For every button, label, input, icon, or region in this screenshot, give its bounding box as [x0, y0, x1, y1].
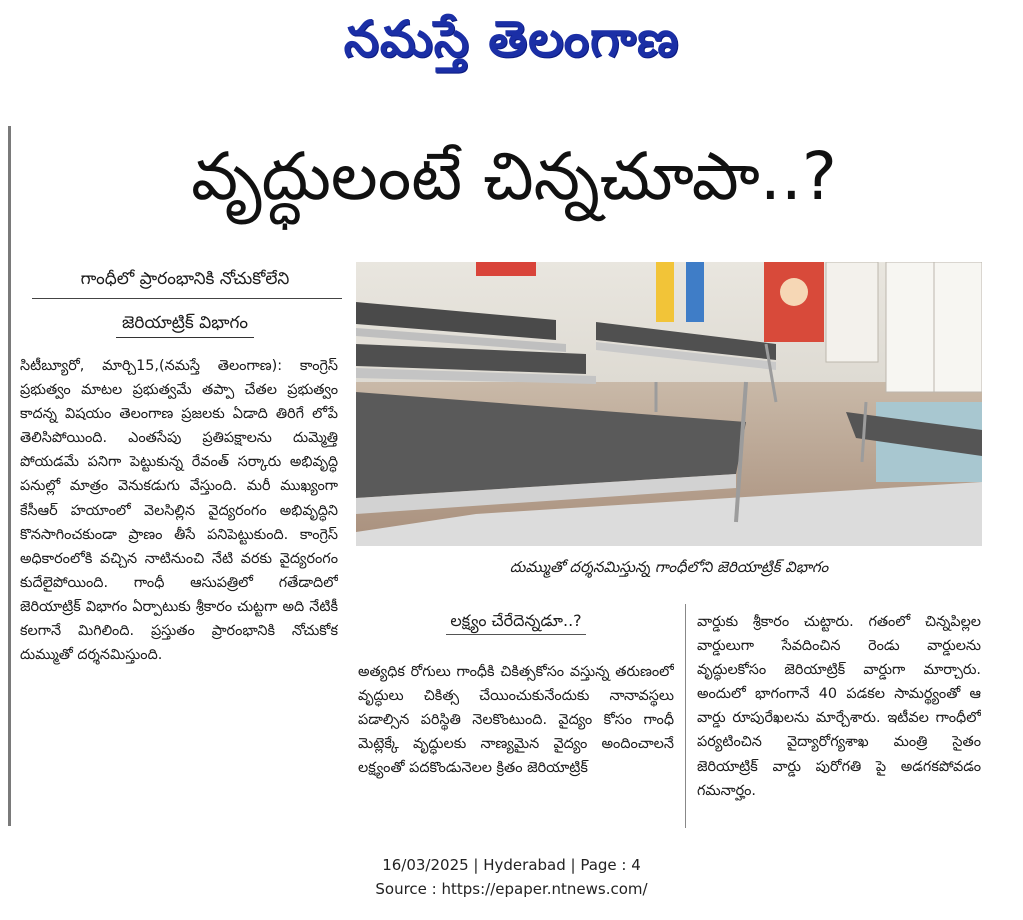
subheading-text: లక్ష్యం చేరేదెన్నడూ..? [446, 611, 585, 635]
column-1-text: సిటీబ్యూరో, మార్చి15,(నమస్తే తెలంగాణ): కాంగ్రెస్ ప్రభుత్వం మాటల ప్రభుత్వమే తప్పా చేతల ప్రభుత్వం కాదన్న విషయం తెలంగాణ ప్రజలకు ఏడాది తిరిగే లోపే తెలిసిపోయింది. ఎంతసేపు ప్రతిపక్షాలను దుమ్మెత్తి పోయడమే పనిగా పెట్టుకున్న రేవంత్ సర్కారు అభివృద్ధి పనుల్లో మాత్రం వెనుకడుగు వేస్తుంది. మరీ ముఖ్యంగా కేసీఆర్ హయాంలో వెలసిల్లిన వైద్యరంగం అభివృద్ధిని కొనసాగించకుండా ప్రాణం తీసే పనిపెట్టుకుంది. కాంగ్రెస్ అధికారంలోకి వచ్చిన నాటినుంచి నేటి వరకు వైద్యరంగం కుదేలైపోయింది. గాంధీ ఆసుపత్రిలో గతేడాదిలో జెరియాట్రిక్ విభాగం ఏర్పాటుకు శ్రీకారం చుట్టగా అది నేటికీ కలగానే మిగిలింది. ప్రస్తుతం ప్రారంభానికి నోచుకోక దుమ్ముతో దర్శనమిస్తుంది. [20, 358, 338, 664]
footer-source-link[interactable]: Source : https://epaper.ntnews.com/ [375, 880, 648, 898]
column-2-text: అత్యధిక రోగులు గాంధీకి చికిత్సకోసం వస్తున్న తరుణంలో వృద్ధులు చికిత్స చేయించుకునేందుకు నానావస్థలు పడాల్సిన పరిస్థితి నెలకొంటుంది. వైద్యం కోసం గాంధీ మెట్లెక్కే వృద్ధులకు నాణ్యమైన వైద్యం అందించాలనే లక్ష్యంతో పదకొండునెలల క్రితం జెరియాట్రిక్ [358, 664, 674, 777]
column-divider [685, 604, 686, 828]
kicker-divider [32, 298, 342, 299]
article-column-3 [697, 610, 981, 830]
left-column-rule [8, 126, 11, 826]
article-column-1 [20, 354, 338, 830]
footer-date-edition: 16/03/2025 | Hyderabad | Page : 4 [382, 856, 641, 874]
article-subheading [358, 608, 674, 634]
article-kicker-line-1: గాంధీలో ప్రారంభానికి నోచుకోలేని [80, 269, 290, 289]
photo-caption: దుమ్ముతో దర్శనమిస్తున్న గాంధీలోని జెరియాట్రిక్ విభాగం [509, 558, 829, 576]
kicker-2-text: జెరియాట్రిక్ విభాగం [116, 313, 254, 338]
article-headline: వృద్ధులంటే చిన్నచూపా..? [191, 138, 837, 215]
masthead-logo: నమస్తే తెలంగాణ [343, 10, 680, 68]
hospital-ward-photo [356, 262, 982, 546]
article-column-2 [358, 660, 674, 830]
article-kicker-line-2 [15, 310, 355, 336]
column-3-text: వార్డుకు శ్రీకారం చుట్టారు. గతంలో చిన్నపిల్లల వార్డులుగా సేవదించిన రెండు వార్డులను వృద్ధులకోసం జెరియాట్రిక్ వార్డుగా మార్చారు. అందులో భాగంగానే 40 పడకల సామర్థ్యంతో ఆ వార్డు రూపురేఖలను మార్చేశారు. ఇటీవల గాంధీలో పర్యటించిన వైద్యారోగ్యశాఖ మంత్రి సైతం జెరియాట్రిక్ వార్డు పురోగతి పై అడగకపోవడం గమనార్హం. [697, 614, 981, 799]
